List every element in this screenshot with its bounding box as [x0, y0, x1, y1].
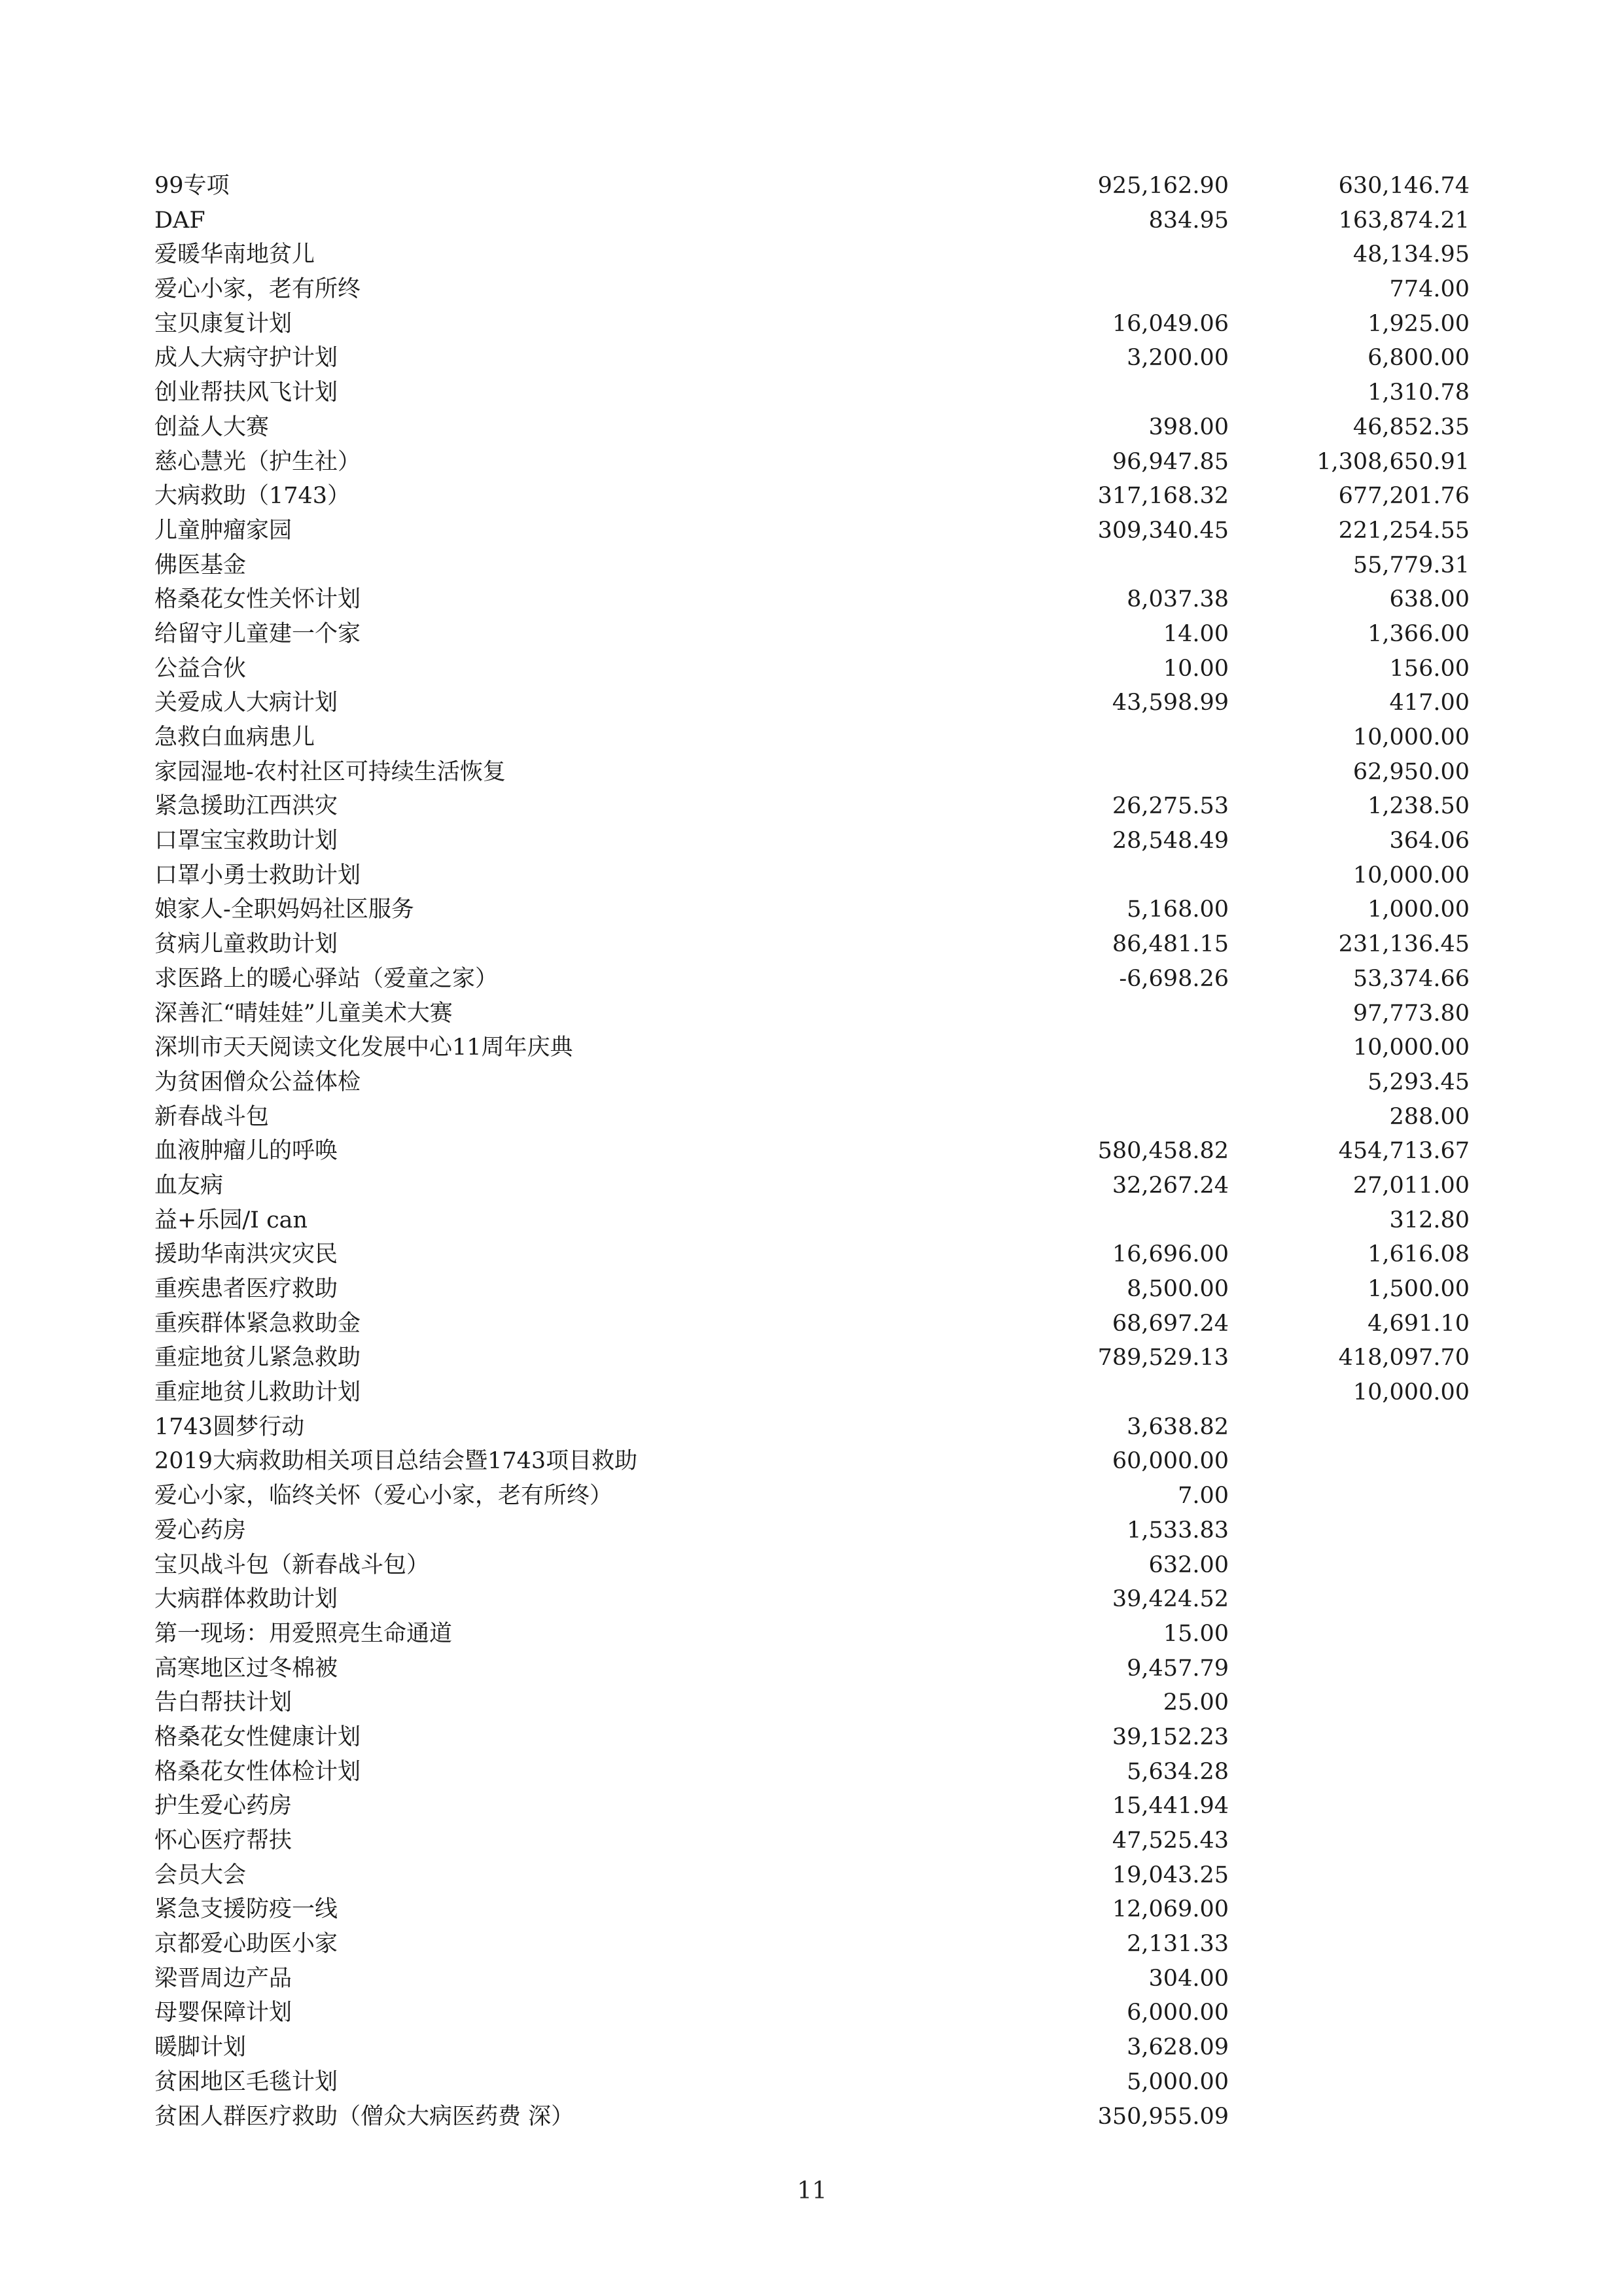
table-row — [154, 755, 1470, 790]
current-period-amount: 5,168.00 — [1127, 896, 1229, 923]
project-name: 紧急援助江西洪灾 — [154, 793, 338, 820]
prior-period-amount: 10,000.00 — [1352, 862, 1470, 889]
current-period-amount: 86,481.15 — [1112, 931, 1229, 958]
current-period-amount: 925,162.90 — [1097, 173, 1229, 199]
prior-period-amount: 231,136.45 — [1338, 931, 1470, 958]
prior-period-amount: 774.00 — [1389, 276, 1470, 303]
current-period-amount: 15.00 — [1163, 1620, 1229, 1647]
project-name: 儿童肿瘤家园 — [154, 517, 292, 544]
current-period-amount: 398.00 — [1148, 414, 1229, 440]
current-period-amount: 68,697.24 — [1112, 1310, 1229, 1337]
prior-period-amount: 4,691.10 — [1368, 1310, 1470, 1337]
project-name: 急救白血病患儿 — [154, 724, 315, 751]
table-row — [154, 1962, 1470, 1996]
project-name: 益+乐园/I can — [154, 1207, 308, 1233]
prior-period-amount: 221,254.55 — [1338, 517, 1470, 544]
project-name: 求医路上的暖心驿站（爱童之家） — [154, 965, 499, 992]
prior-period-amount: 97,773.80 — [1352, 1000, 1470, 1027]
current-period-amount: 26,275.53 — [1112, 793, 1229, 820]
project-name: 家园湿地-农村社区可持续生活恢复 — [154, 758, 506, 785]
table-row — [154, 1892, 1470, 1927]
project-name: 为贫困僧众公益体检 — [154, 1069, 361, 1095]
project-name: 援助华南洪灾灾民 — [154, 1241, 338, 1268]
table-row — [154, 1686, 1470, 1720]
table-row — [154, 1169, 1470, 1203]
current-period-amount: 1,533.83 — [1127, 1517, 1229, 1544]
prior-period-amount: 10,000.00 — [1352, 1034, 1470, 1061]
table-row — [154, 1927, 1470, 1962]
table-row — [154, 652, 1470, 686]
current-period-amount: 96,947.85 — [1112, 448, 1229, 475]
current-period-amount: 9,457.79 — [1127, 1655, 1229, 1682]
table-row — [154, 341, 1470, 376]
table-row — [154, 1203, 1470, 1238]
current-period-amount: 5,634.28 — [1127, 1758, 1229, 1785]
current-period-amount: 580,458.82 — [1097, 1138, 1229, 1165]
prior-period-amount: 5,293.45 — [1368, 1069, 1470, 1095]
table-row — [154, 479, 1470, 514]
table-row — [154, 962, 1470, 997]
table-row — [154, 997, 1470, 1031]
table-row — [154, 1651, 1470, 1686]
prior-period-amount: 1,616.08 — [1368, 1241, 1470, 1268]
project-name: 怀心医疗帮扶 — [154, 1828, 292, 1854]
table-row — [154, 1548, 1470, 1583]
project-name: 口罩小勇士救助计划 — [154, 862, 361, 889]
table-row — [154, 2030, 1470, 2065]
project-name: 血液肿瘤儿的呼唤 — [154, 1138, 338, 1165]
table-row — [154, 410, 1470, 445]
table-row — [154, 1513, 1470, 1548]
current-period-amount: 39,424.52 — [1112, 1586, 1229, 1613]
table-row — [154, 2065, 1470, 2100]
prior-period-amount: 364.06 — [1389, 828, 1470, 855]
project-name: 关爱成人大病计划 — [154, 690, 338, 716]
table-row — [154, 1755, 1470, 1790]
table-row — [154, 1444, 1470, 1479]
project-name: 爱暖华南地贫儿 — [154, 241, 315, 268]
current-period-amount: -6,698.26 — [1119, 965, 1229, 992]
current-period-amount: 25.00 — [1163, 1689, 1229, 1716]
project-name: 2019大病救助相关项目总结会暨1743项目救助 — [154, 1448, 638, 1475]
current-period-amount: 8,500.00 — [1127, 1276, 1229, 1302]
project-name: 格桑花女性体检计划 — [154, 1758, 361, 1785]
table-row — [154, 1617, 1470, 1651]
current-period-amount: 2,131.33 — [1127, 1931, 1229, 1958]
project-name: 宝贝康复计划 — [154, 310, 292, 337]
project-name: 创益人大赛 — [154, 414, 270, 440]
prior-period-amount: 312.80 — [1389, 1207, 1470, 1233]
prior-period-amount: 288.00 — [1389, 1103, 1470, 1130]
current-period-amount: 43,598.99 — [1112, 690, 1229, 716]
table-row — [154, 203, 1470, 238]
current-period-amount: 309,340.45 — [1097, 517, 1229, 544]
project-name: 深圳市天天阅读文化发展中心11周年庆典 — [154, 1034, 573, 1061]
project-name: 紧急支援防疫一线 — [154, 1896, 338, 1923]
table-row — [154, 1858, 1470, 1893]
project-name: 爱心小家，老有所终 — [154, 276, 361, 303]
table-row — [154, 617, 1470, 652]
prior-period-amount: 630,146.74 — [1338, 173, 1470, 199]
table-row — [154, 445, 1470, 480]
project-name: 护生爱心药房 — [154, 1793, 292, 1820]
project-name: 慈心慧光（护生社） — [154, 448, 361, 475]
project-name: 高寒地区过冬棉被 — [154, 1655, 338, 1682]
prior-period-amount: 454,713.67 — [1338, 1138, 1470, 1165]
prior-period-amount: 48,134.95 — [1352, 241, 1470, 268]
table-row — [154, 307, 1470, 342]
prior-period-amount: 6,800.00 — [1368, 345, 1470, 372]
prior-period-amount: 417.00 — [1389, 690, 1470, 716]
prior-period-amount: 1,500.00 — [1368, 1276, 1470, 1302]
project-name: 爱心小家，临终关怀（爱心小家，老有所终） — [154, 1483, 613, 1510]
project-name: 贫困人群医疗救助（僧众大病医药费 深） — [154, 2103, 574, 2130]
current-period-amount: 7.00 — [1178, 1483, 1229, 1510]
project-name: 1743圆梦行动 — [154, 1413, 305, 1440]
prior-period-amount: 10,000.00 — [1352, 724, 1470, 751]
project-name: 公益合伙 — [154, 655, 247, 682]
prior-period-amount: 1,366.00 — [1368, 620, 1470, 647]
current-period-amount: 834.95 — [1148, 207, 1229, 234]
table-row — [154, 514, 1470, 548]
project-name: 大病救助（1743） — [154, 483, 351, 510]
current-period-amount: 3,200.00 — [1127, 345, 1229, 372]
prior-period-amount: 1,308,650.91 — [1316, 448, 1470, 475]
table-row — [154, 2100, 1470, 2134]
table-row — [154, 686, 1470, 720]
prior-period-amount: 1,310.78 — [1368, 380, 1470, 406]
table-row — [154, 1307, 1470, 1341]
project-name: 娘家人-全职妈妈社区服务 — [154, 896, 414, 923]
table-row — [154, 927, 1470, 962]
project-name: 给留守儿童建一个家 — [154, 620, 361, 647]
table-row — [154, 238, 1470, 272]
current-period-amount: 304.00 — [1148, 1965, 1229, 1992]
current-period-amount: 12,069.00 — [1112, 1896, 1229, 1923]
table-row — [154, 1134, 1470, 1169]
project-name: 京都爱心助医小家 — [154, 1931, 338, 1958]
prior-period-amount: 638.00 — [1389, 586, 1470, 613]
current-period-amount: 39,152.23 — [1112, 1723, 1229, 1750]
table-row — [154, 1582, 1470, 1617]
project-name: 格桑花女性健康计划 — [154, 1723, 361, 1750]
project-name: 口罩宝宝救助计划 — [154, 828, 338, 855]
project-name: 爱心药房 — [154, 1517, 247, 1544]
table-row — [154, 892, 1470, 927]
project-name: 母婴保障计划 — [154, 2000, 292, 2026]
prior-period-amount: 55,779.31 — [1352, 552, 1470, 578]
project-name: 告白帮扶计划 — [154, 1689, 292, 1716]
prior-period-amount: 62,950.00 — [1352, 758, 1470, 785]
project-name: 贫病儿童救助计划 — [154, 931, 338, 958]
current-period-amount: 632.00 — [1148, 1551, 1229, 1578]
project-name: 重症地贫儿救助计划 — [154, 1379, 361, 1406]
project-name: DAF — [154, 207, 205, 234]
prior-period-amount: 1,000.00 — [1368, 896, 1470, 923]
page-number: 11 — [797, 2178, 827, 2204]
project-name: 第一现场：用爱照亮生命通道 — [154, 1620, 453, 1647]
table-row — [154, 824, 1470, 858]
project-name: 创业帮扶风飞计划 — [154, 380, 338, 406]
prior-period-amount: 163,874.21 — [1338, 207, 1470, 234]
current-period-amount: 32,267.24 — [1112, 1172, 1229, 1199]
project-name: 血友病 — [154, 1172, 224, 1199]
prior-period-amount: 10,000.00 — [1352, 1379, 1470, 1406]
prior-period-amount: 418,097.70 — [1338, 1345, 1470, 1371]
prior-period-amount: 1,925.00 — [1368, 310, 1470, 337]
current-period-amount: 19,043.25 — [1112, 1862, 1229, 1888]
project-name: 暖脚计划 — [154, 2034, 247, 2061]
table-row — [154, 1824, 1470, 1858]
table-row — [154, 1375, 1470, 1410]
project-name: 宝贝战斗包（新春战斗包） — [154, 1551, 430, 1578]
table-row — [154, 1410, 1470, 1445]
project-name: 贫困地区毛毯计划 — [154, 2068, 338, 2095]
table-row — [154, 1789, 1470, 1824]
current-period-amount: 350,955.09 — [1097, 2103, 1229, 2130]
table-row — [154, 1237, 1470, 1272]
project-name: 会员大会 — [154, 1862, 247, 1888]
table-row — [154, 858, 1470, 893]
project-name: 重疾患者医疗救助 — [154, 1276, 338, 1302]
table-row — [154, 1479, 1470, 1513]
project-name: 佛医基金 — [154, 552, 247, 578]
prior-period-amount: 1,238.50 — [1368, 793, 1470, 820]
current-period-amount: 8,037.38 — [1127, 586, 1229, 613]
current-period-amount: 16,049.06 — [1112, 310, 1229, 337]
table-row — [154, 720, 1470, 755]
project-ledger-table — [154, 169, 1470, 2134]
current-period-amount: 60,000.00 — [1112, 1448, 1229, 1475]
table-row — [154, 1065, 1470, 1100]
current-period-amount: 5,000.00 — [1127, 2068, 1229, 2095]
project-name: 重症地贫儿紧急救助 — [154, 1345, 361, 1371]
project-name: 大病群体救助计划 — [154, 1586, 338, 1613]
current-period-amount: 789,529.13 — [1097, 1345, 1229, 1371]
table-row — [154, 548, 1470, 583]
table-row — [154, 169, 1470, 203]
table-row — [154, 1100, 1470, 1135]
current-period-amount: 28,548.49 — [1112, 828, 1229, 855]
table-row — [154, 582, 1470, 617]
table-row — [154, 1031, 1470, 1065]
current-period-amount: 16,696.00 — [1112, 1241, 1229, 1268]
project-name: 新春战斗包 — [154, 1103, 270, 1130]
current-period-amount: 6,000.00 — [1127, 2000, 1229, 2026]
current-period-amount: 10.00 — [1163, 655, 1229, 682]
project-name: 99专项 — [154, 173, 230, 199]
table-row — [154, 376, 1470, 410]
current-period-amount: 3,628.09 — [1127, 2034, 1229, 2061]
prior-period-amount: 677,201.76 — [1338, 483, 1470, 510]
current-period-amount: 14.00 — [1163, 620, 1229, 647]
current-period-amount: 47,525.43 — [1112, 1828, 1229, 1854]
prior-period-amount: 53,374.66 — [1352, 965, 1470, 992]
project-name: 成人大病守护计划 — [154, 345, 338, 372]
project-name: 梁晋周边产品 — [154, 1965, 292, 1992]
table-row — [154, 1720, 1470, 1755]
prior-period-amount: 46,852.35 — [1352, 414, 1470, 440]
table-row — [154, 1272, 1470, 1307]
prior-period-amount: 27,011.00 — [1352, 1172, 1470, 1199]
project-name: 深善汇“晴娃娃”儿童美术大赛 — [154, 1000, 453, 1027]
table-row — [154, 1996, 1470, 2030]
project-name: 格桑花女性关怀计划 — [154, 586, 361, 613]
table-row — [154, 272, 1470, 307]
current-period-amount: 3,638.82 — [1127, 1413, 1229, 1440]
table-row — [154, 1341, 1470, 1375]
prior-period-amount: 156.00 — [1389, 655, 1470, 682]
current-period-amount: 317,168.32 — [1097, 483, 1229, 510]
current-period-amount: 15,441.94 — [1112, 1793, 1229, 1820]
project-name: 重疾群体紧急救助金 — [154, 1310, 361, 1337]
table-row — [154, 789, 1470, 824]
